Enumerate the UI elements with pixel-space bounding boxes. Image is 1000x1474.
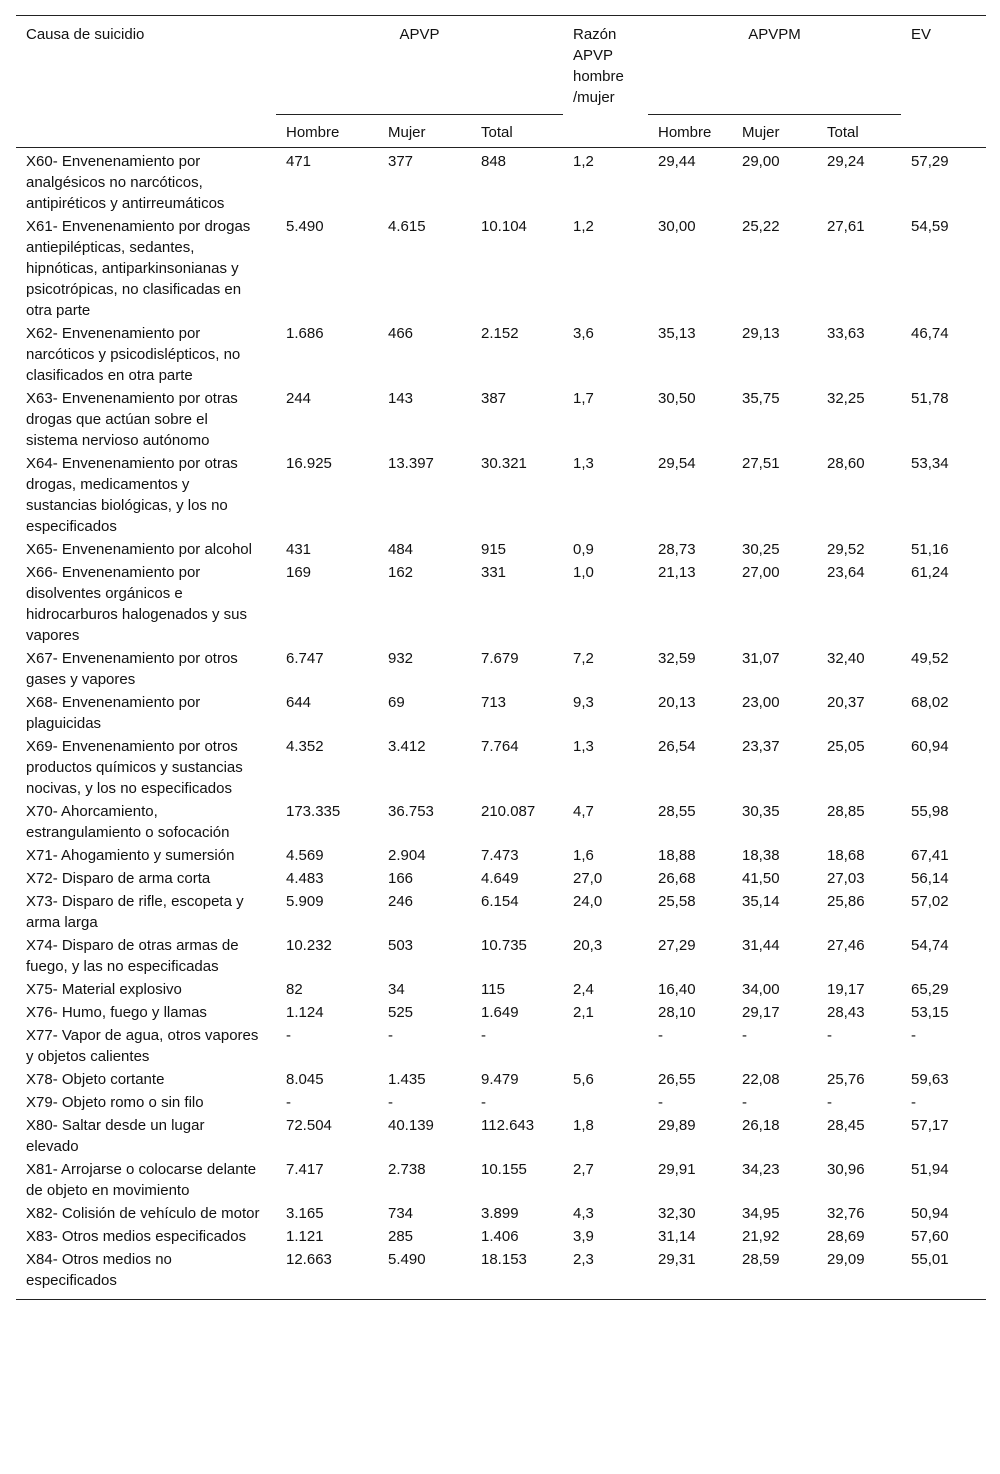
table-body xyxy=(16,147,986,1299)
cell-ratio: 3,6 xyxy=(573,324,594,342)
cell-ratio: 20,3 xyxy=(573,936,603,954)
cell-ev: 49,52 xyxy=(911,649,949,667)
table-row xyxy=(16,933,986,977)
cell-apvp-mujer: - xyxy=(388,1026,393,1044)
cell-apvp-total: - xyxy=(481,1026,486,1044)
cell-apvp-total: 848 xyxy=(481,152,507,170)
table-row xyxy=(16,560,986,646)
cell-apvpm-mujer: - xyxy=(742,1026,747,1044)
cell-ratio xyxy=(563,1023,648,1067)
cell-apvp-hombre: 471 xyxy=(286,152,312,170)
table-row xyxy=(16,977,986,1000)
cell-ev: 60,94 xyxy=(911,737,949,755)
cell-apvp-mujer: 5.490 xyxy=(388,1250,426,1268)
cell-apvpm-hombre: 29,31 xyxy=(658,1250,696,1268)
cell-ev: 57,29 xyxy=(911,152,949,170)
subheader-apvpm-hombre: Hombre xyxy=(658,123,712,141)
cell-apvp-mujer: 3.412 xyxy=(388,737,426,755)
cell-apvpm-total: 28,85 xyxy=(827,802,865,820)
cell-apvp-mujer: 484 xyxy=(388,540,414,558)
cell-apvpm-hombre: 20,13 xyxy=(658,693,696,711)
cell-apvp-total: - xyxy=(481,1093,486,1111)
cell-apvpm-mujer: 34,23 xyxy=(742,1160,780,1178)
table-row xyxy=(16,1067,986,1090)
cell-apvpm-mujer: 35,14 xyxy=(742,892,780,910)
cell-apvpm-hombre: 30,00 xyxy=(658,217,696,235)
cell-apvpm-mujer: 23,00 xyxy=(742,693,780,711)
table-row xyxy=(16,147,986,214)
cell-ratio: 1,2 xyxy=(573,152,594,170)
cell-ratio: 2,7 xyxy=(573,1160,594,1178)
cell-apvpm-mujer: 34,95 xyxy=(742,1204,780,1222)
cell-apvpm-total: 29,52 xyxy=(827,540,865,558)
cell-apvp-mujer: 246 xyxy=(388,892,414,910)
cell-apvp-mujer: 2.738 xyxy=(388,1160,426,1178)
cell-apvpm-total: 18,68 xyxy=(827,846,865,864)
cell-apvp-total: 115 xyxy=(481,980,505,998)
cell-ev: 51,94 xyxy=(911,1160,949,1178)
cell-ev: 51,78 xyxy=(911,389,949,407)
cell-apvp-total: 10.735 xyxy=(481,936,527,954)
cell-ratio: 5,6 xyxy=(573,1070,594,1088)
cell-apvpm-total: 28,43 xyxy=(827,1003,865,1021)
cell-apvp-mujer: 162 xyxy=(388,563,414,581)
cell-cause: X80- Saltar desde un lugar elevado xyxy=(26,1116,205,1155)
cell-ev: 53,34 xyxy=(911,454,949,472)
cell-apvpm-mujer: 27,51 xyxy=(742,454,780,472)
cell-apvp-total: 30.321 xyxy=(481,454,527,472)
cell-cause: X64- Envenenamiento por otras drogas, medicamentos y sustancias biológicas, y los no especificados xyxy=(26,454,238,535)
cell-apvp-total: 915 xyxy=(481,540,507,558)
cell-ratio: 27,0 xyxy=(573,869,603,887)
table-row xyxy=(16,321,986,386)
cell-apvpm-hombre: 28,73 xyxy=(658,540,696,558)
table-row xyxy=(16,889,986,933)
cell-apvp-hombre: 12.663 xyxy=(286,1250,332,1268)
cell-apvp-hombre: 72.504 xyxy=(286,1116,332,1134)
cell-ev: 54,74 xyxy=(911,936,949,954)
table-row xyxy=(16,843,986,866)
table-row xyxy=(16,1113,986,1157)
cell-ratio: 4,7 xyxy=(573,802,594,820)
table-row xyxy=(16,1247,986,1300)
cell-apvp-total: 387 xyxy=(481,389,507,407)
cell-ev: 68,02 xyxy=(911,693,949,711)
cell-apvp-mujer: 40.139 xyxy=(388,1116,434,1134)
header-apvp: APVP xyxy=(276,16,563,115)
cell-apvp-hombre: - xyxy=(286,1093,291,1111)
cell-apvp-hombre: 644 xyxy=(286,693,312,711)
cell-apvp-hombre: 431 xyxy=(286,540,312,558)
cell-apvpm-mujer: - xyxy=(742,1093,747,1111)
cell-apvpm-mujer: 29,17 xyxy=(742,1003,780,1021)
cell-apvpm-total: 32,40 xyxy=(827,649,865,667)
cell-cause: X66- Envenenamiento por disolventes orgánicos e hidrocarburos halogenados y sus vapores xyxy=(26,563,247,644)
cell-apvpm-total: 28,45 xyxy=(827,1116,865,1134)
cell-ev: 65,29 xyxy=(911,980,949,998)
cell-apvpm-mujer: 23,37 xyxy=(742,737,780,755)
cell-ev: 67,41 xyxy=(911,846,949,864)
cell-ratio: 24,0 xyxy=(573,892,603,910)
cell-apvpm-mujer: 30,25 xyxy=(742,540,780,558)
cell-apvp-hombre: 16.925 xyxy=(286,454,332,472)
cell-cause: X72- Disparo de arma corta xyxy=(26,869,211,887)
cell-cause: X73- Disparo de rifle, escopeta y arma larga xyxy=(26,892,244,931)
table-row xyxy=(16,646,986,690)
cell-apvp-hombre: 3.165 xyxy=(286,1204,324,1222)
table-row xyxy=(16,734,986,799)
cell-apvpm-hombre: 21,13 xyxy=(658,563,696,581)
suicide-causes-table xyxy=(16,15,986,1300)
cell-apvpm-total: 25,05 xyxy=(827,737,865,755)
cell-apvp-hombre: 169 xyxy=(286,563,312,581)
cell-ev: 59,63 xyxy=(911,1070,949,1088)
cell-ratio: 4,3 xyxy=(573,1204,594,1222)
cell-apvp-hombre: 1.686 xyxy=(286,324,324,342)
cell-apvp-mujer: 377 xyxy=(388,152,414,170)
cell-cause: X84- Otros medios no especificados xyxy=(26,1250,172,1289)
cell-apvp-mujer: 69 xyxy=(388,693,405,711)
cell-apvpm-total: 25,86 xyxy=(827,892,865,910)
cell-apvpm-total: - xyxy=(827,1026,832,1044)
cell-cause: X65- Envenenamiento por alcohol xyxy=(26,540,252,558)
cell-ratio: 2,3 xyxy=(573,1250,594,1268)
cell-cause: X68- Envenenamiento por plaguicidas xyxy=(26,693,201,732)
cell-apvpm-total: 32,76 xyxy=(827,1204,865,1222)
table-row xyxy=(16,451,986,537)
cell-apvpm-total: 32,25 xyxy=(827,389,865,407)
cell-apvpm-total: 33,63 xyxy=(827,324,865,342)
cell-ev: 55,01 xyxy=(911,1250,949,1268)
cell-cause: X70- Ahorcamiento, estrangulamiento o sofocación xyxy=(26,802,230,841)
cell-apvpm-mujer: 29,00 xyxy=(742,152,780,170)
cell-apvpm-total: - xyxy=(827,1093,832,1111)
cell-apvp-total: 7.473 xyxy=(481,846,519,864)
cell-ev: 54,59 xyxy=(911,217,949,235)
table-row xyxy=(16,690,986,734)
cell-ev: 50,94 xyxy=(911,1204,949,1222)
cell-apvpm-hombre: - xyxy=(658,1026,663,1044)
cell-apvp-mujer: 34 xyxy=(388,980,405,998)
cell-cause: X83- Otros medios especificados xyxy=(26,1227,247,1245)
cell-apvp-hombre: 4.569 xyxy=(286,846,324,864)
cell-apvp-total: 112.643 xyxy=(481,1116,535,1134)
cell-apvp-total: 18.153 xyxy=(481,1250,527,1268)
cell-apvp-total: 6.154 xyxy=(481,892,519,910)
cell-ratio: 1,2 xyxy=(573,217,594,235)
cell-cause: X79- Objeto romo o sin filo xyxy=(26,1093,204,1111)
cell-apvpm-hombre: 32,30 xyxy=(658,1204,696,1222)
subheader-apvpm-mujer: Mujer xyxy=(742,123,780,141)
cell-ev: 57,60 xyxy=(911,1227,949,1245)
cell-apvpm-hombre: 28,55 xyxy=(658,802,696,820)
cell-ev: 57,17 xyxy=(911,1116,949,1134)
cell-apvp-mujer: 466 xyxy=(388,324,414,342)
cell-apvpm-mujer: 21,92 xyxy=(742,1227,780,1245)
header-ev: EV xyxy=(911,26,932,43)
table-row xyxy=(16,386,986,451)
cell-cause: X60- Envenenamiento por analgésicos no narcóticos, antipiréticos y antirreumáticos xyxy=(26,152,225,212)
cell-apvp-mujer: 166 xyxy=(388,869,414,887)
cell-ratio: 0,9 xyxy=(573,540,594,558)
cell-apvpm-mujer: 18,38 xyxy=(742,846,780,864)
cell-apvp-total: 713 xyxy=(481,693,507,711)
cell-apvp-hombre: 5.490 xyxy=(286,217,324,235)
cell-cause: X78- Objeto cortante xyxy=(26,1070,165,1088)
subheader-apvp-total: Total xyxy=(481,123,513,141)
cell-apvp-hombre: 82 xyxy=(286,980,303,998)
cell-apvpm-hombre: - xyxy=(658,1093,663,1111)
cell-ev: 53,15 xyxy=(911,1003,949,1021)
cell-apvpm-total: 27,46 xyxy=(827,936,865,954)
cell-apvp-hombre: - xyxy=(286,1026,291,1044)
cell-apvpm-total: 28,60 xyxy=(827,454,865,472)
cell-apvp-mujer: 36.753 xyxy=(388,802,434,820)
cell-apvp-mujer: 143 xyxy=(388,389,414,407)
cell-apvpm-total: 19,17 xyxy=(827,980,865,998)
cell-apvp-total: 210.087 xyxy=(481,802,536,820)
cell-apvp-total: 4.649 xyxy=(481,869,519,887)
cell-cause: X74- Disparo de otras armas de fuego, y las no especificadas xyxy=(26,936,239,975)
cell-apvpm-hombre: 26,68 xyxy=(658,869,696,887)
cell-apvp-hombre: 4.352 xyxy=(286,737,324,755)
cell-apvp-total: 3.899 xyxy=(481,1204,519,1222)
cell-apvp-total: 1.406 xyxy=(481,1227,519,1245)
cell-apvp-mujer: 285 xyxy=(388,1227,414,1245)
cell-apvp-hombre: 4.483 xyxy=(286,869,324,887)
cell-apvp-mujer: 503 xyxy=(388,936,414,954)
cell-ev: - xyxy=(911,1026,917,1044)
cell-apvpm-hombre: 31,14 xyxy=(658,1227,696,1245)
table-row xyxy=(16,537,986,560)
cell-apvpm-total: 30,96 xyxy=(827,1160,865,1178)
cell-cause: X67- Envenenamiento por otros gases y vapores xyxy=(26,649,238,688)
cell-apvpm-hombre: 29,54 xyxy=(658,454,696,472)
header-cause: Causa de suicidio xyxy=(26,26,145,43)
cell-apvpm-hombre: 32,59 xyxy=(658,649,696,667)
cell-apvpm-total: 29,09 xyxy=(827,1250,865,1268)
cell-apvpm-mujer: 34,00 xyxy=(742,980,780,998)
cell-cause: X71- Ahogamiento y sumersión xyxy=(26,846,235,864)
table-row xyxy=(16,214,986,321)
cell-apvp-hombre: 173.335 xyxy=(286,802,341,820)
cell-ev: 55,98 xyxy=(911,802,949,820)
header-razon xyxy=(563,16,648,115)
cell-apvp-mujer: 2.904 xyxy=(388,846,426,864)
cell-apvp-total: 1.649 xyxy=(481,1003,519,1021)
cell-ratio: 1,0 xyxy=(573,563,594,581)
cell-apvpm-mujer: 28,59 xyxy=(742,1250,780,1268)
cell-ev: 56,14 xyxy=(911,869,949,887)
cell-cause: X77- Vapor de agua, otros vapores y objetos calientes xyxy=(26,1026,259,1065)
table-row xyxy=(16,1157,986,1201)
cell-apvpm-mujer: 22,08 xyxy=(742,1070,780,1088)
cell-ev: 51,16 xyxy=(911,540,949,558)
cell-cause: X69- Envenenamiento por otros productos químicos y sustancias nocivas, y los no especificados xyxy=(26,737,243,797)
cell-apvpm-mujer: 31,44 xyxy=(742,936,780,954)
cell-apvpm-total: 27,03 xyxy=(827,869,865,887)
cell-apvpm-hombre: 16,40 xyxy=(658,980,696,998)
cell-apvpm-mujer: 26,18 xyxy=(742,1116,780,1134)
cell-cause: X63- Envenenamiento por otras drogas que actúan sobre el sistema nervioso autónomo xyxy=(26,389,238,449)
cell-cause: X61- Envenenamiento por drogas antiepilépticas, sedantes, hipnóticas, antiparkinsonianas y psicotrópicas, no clasificadas en otra parte xyxy=(26,217,251,319)
table-row xyxy=(16,1201,986,1224)
cell-apvp-hombre: 244 xyxy=(286,389,312,407)
cell-apvp-mujer: - xyxy=(388,1093,393,1111)
cell-apvp-total: 10.155 xyxy=(481,1160,527,1178)
table-row xyxy=(16,799,986,843)
cell-apvp-hombre: 5.909 xyxy=(286,892,324,910)
cell-apvp-mujer: 734 xyxy=(388,1204,414,1222)
cell-apvp-mujer: 1.435 xyxy=(388,1070,426,1088)
cell-ev: 61,24 xyxy=(911,563,949,581)
cell-apvpm-total: 29,24 xyxy=(827,152,865,170)
cell-apvp-mujer: 13.397 xyxy=(388,454,434,472)
cell-apvpm-mujer: 35,75 xyxy=(742,389,780,407)
cell-apvpm-total: 28,69 xyxy=(827,1227,865,1245)
cell-apvpm-hombre: 26,54 xyxy=(658,737,696,755)
table-row xyxy=(16,1000,986,1023)
cell-ratio: 2,4 xyxy=(573,980,594,998)
cell-ratio xyxy=(563,1090,648,1113)
cell-apvpm-mujer: 29,13 xyxy=(742,324,780,342)
cell-apvp-total: 9.479 xyxy=(481,1070,519,1088)
cell-apvp-hombre: 8.045 xyxy=(286,1070,324,1088)
table-header xyxy=(16,16,986,148)
cell-ratio: 7,2 xyxy=(573,649,594,667)
cell-cause: X82- Colisión de vehículo de motor xyxy=(26,1204,260,1222)
cell-apvpm-total: 20,37 xyxy=(827,693,865,711)
subheader-apvp-hombre: Hombre xyxy=(286,123,340,141)
cell-apvp-mujer: 525 xyxy=(388,1003,414,1021)
cell-apvp-mujer: 932 xyxy=(388,649,414,667)
header-razon-line: Razón xyxy=(573,26,617,43)
cell-ratio: 1,6 xyxy=(573,846,594,864)
cell-apvp-hombre: 10.232 xyxy=(286,936,332,954)
cell-apvpm-hombre: 27,29 xyxy=(658,936,696,954)
cell-ratio: 2,1 xyxy=(573,1003,594,1021)
cell-apvpm-hombre: 18,88 xyxy=(658,846,696,864)
cell-apvp-total: 7.764 xyxy=(481,737,519,755)
cell-cause: X81- Arrojarse o colocarse delante de objeto en movimiento xyxy=(26,1160,257,1199)
cell-apvpm-total: 23,64 xyxy=(827,563,865,581)
cell-apvp-total: 331 xyxy=(481,563,507,581)
table-row xyxy=(16,1023,986,1067)
cell-ratio: 1,3 xyxy=(573,737,594,755)
subheader-apvpm-total: Total xyxy=(827,123,859,141)
cell-apvpm-hombre: 30,50 xyxy=(658,389,696,407)
cell-ratio: 3,9 xyxy=(573,1227,594,1245)
cell-apvp-hombre: 6.747 xyxy=(286,649,324,667)
cell-apvp-total: 2.152 xyxy=(481,324,519,342)
cell-ev: 57,02 xyxy=(911,892,949,910)
cell-apvpm-total: 27,61 xyxy=(827,217,865,235)
table-row xyxy=(16,1224,986,1247)
cell-ratio: 1,8 xyxy=(573,1116,594,1134)
cell-apvpm-hombre: 28,10 xyxy=(658,1003,696,1021)
cell-apvpm-total: 25,76 xyxy=(827,1070,865,1088)
cell-apvpm-hombre: 25,58 xyxy=(658,892,696,910)
cell-apvpm-mujer: 27,00 xyxy=(742,563,780,581)
cell-apvpm-hombre: 29,44 xyxy=(658,152,696,170)
subheader-apvp-mujer: Mujer xyxy=(388,123,426,141)
cell-apvpm-hombre: 35,13 xyxy=(658,324,696,342)
cell-apvp-total: 10.104 xyxy=(481,217,527,235)
cell-cause: X76- Humo, fuego y llamas xyxy=(26,1003,207,1021)
cell-cause: X62- Envenenamiento por narcóticos y psicodislépticos, no clasificados en otra parte xyxy=(26,324,241,384)
cell-apvpm-hombre: 29,89 xyxy=(658,1116,696,1134)
cell-cause: X75- Material explosivo xyxy=(26,980,182,998)
cell-apvp-hombre: 1.124 xyxy=(286,1003,324,1021)
cell-ev: - xyxy=(911,1093,917,1111)
cell-apvpm-mujer: 30,35 xyxy=(742,802,780,820)
header-apvpm: APVPM xyxy=(648,16,901,115)
cell-apvpm-mujer: 41,50 xyxy=(742,869,780,887)
header-razon-line: APVP xyxy=(573,47,614,64)
cell-apvp-total: 7.679 xyxy=(481,649,519,667)
cell-ratio: 9,3 xyxy=(573,693,594,711)
cell-apvpm-mujer: 25,22 xyxy=(742,217,780,235)
header-razon-line: /mujer xyxy=(573,89,615,106)
cell-apvp-hombre: 1.121 xyxy=(286,1227,324,1245)
header-razon-line: hombre xyxy=(573,68,624,85)
cell-apvpm-hombre: 26,55 xyxy=(658,1070,696,1088)
table-row xyxy=(16,866,986,889)
cell-ev: 46,74 xyxy=(911,324,949,342)
cell-ratio: 1,7 xyxy=(573,389,594,407)
cell-apvp-mujer: 4.615 xyxy=(388,217,426,235)
cell-ratio: 1,3 xyxy=(573,454,594,472)
cell-apvpm-mujer: 31,07 xyxy=(742,649,780,667)
cell-apvpm-hombre: 29,91 xyxy=(658,1160,696,1178)
cell-apvp-hombre: 7.417 xyxy=(286,1160,324,1178)
table-row xyxy=(16,1090,986,1113)
